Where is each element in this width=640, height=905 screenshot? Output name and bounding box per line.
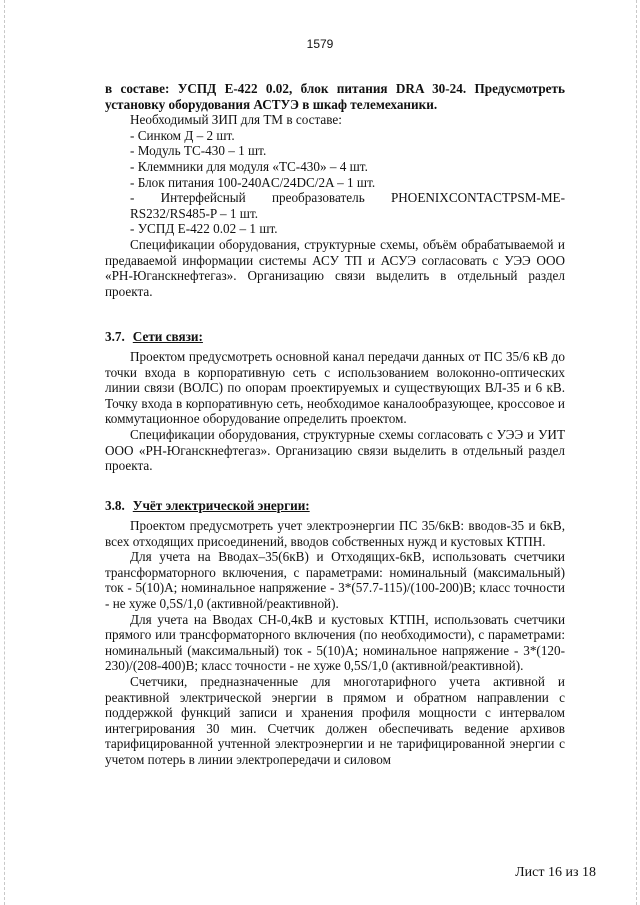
spec-paragraph: Спецификации оборудования, структурные схемы, объём обрабатываемой и предаваемой информации системы АСУ ТП и АСУЭ согласовать с УЭЭ ООО «РН-Юганскнефтегаз». Организацию связи выделить в отдельный раздел проекта.	[105, 236, 565, 299]
zip-intro: Необходимый ЗИП для ТМ в составе:	[130, 112, 342, 128]
zip-item: - Клеммники для модуля «ТС-430» – 4 шт.	[130, 158, 368, 174]
paragraph: Проектом предусмотреть учет электроэнергии ПС 35/6кВ: вводов-35 и 6кВ, всех отходящих присоединений, вводов собственных нужд и кустовых КТПН.	[105, 518, 565, 549]
zip-item: - Блок питания 100-240AC/24DC/2A – 1 шт.	[130, 174, 376, 190]
section-number: 3.8.	[105, 498, 125, 513]
sheet-counter: Лист 16 из 18	[515, 865, 596, 880]
equipment-block	[105, 81, 565, 299]
zip-item: - Модуль ТС-430 – 1 шт.	[130, 143, 267, 159]
page-left-edge	[4, 0, 5, 905]
page-number: 1579	[306, 37, 334, 51]
page-right-edge	[636, 0, 637, 905]
paragraph: Для учета на Вводах–35(6кВ) и Отходящих-6кВ, использовать счетчики трансформаторного включения, с параметрами: номинальный (максимальный) ток - 5(10)А; номинальное напряжение - 3*(57.7-115)/(100-200)В; класс точности - не хуже 0,5S/1,0 (активной/реактивной).	[105, 549, 565, 611]
paragraph: Для учета на Вводах СН-0,4кВ и кустовых КТПН, использовать счетчики прямого или трансформаторного включения (по необходимости), с параметрами: номинальный (максимальный) ток - 5(10)А; номинальное напряжение - 3*(120-230)/(208-400)В; класс точности - не хуже 0,5S/1,0 (активной/реактивной).	[105, 611, 565, 674]
section-number: 3.7.	[105, 329, 125, 344]
section-3-8-heading	[105, 498, 310, 514]
paragraph: Проектом предусмотреть основной канал передачи данных от ПС 35/6 кВ до точки входа в корпоративную сеть с использованием волоконно-оптических линии связи (ВОЛС) по опорам проектируемых и существующих ВЛ-35 и 6 кВ. Точку входа в корпоративную сеть, необходимое каналообразующее, кроссовое и коммутационное оборудование определить проектом.	[105, 349, 565, 427]
section-3-8-body	[105, 518, 565, 768]
section-title: Учёт электрической энергии:	[132, 498, 310, 513]
section-title: Сети связи:	[132, 329, 203, 344]
zip-item: - Синком Д – 2 шт.	[130, 127, 235, 143]
zip-item: - УСПД Е-422 0.02 – 1 шт.	[130, 221, 278, 237]
zip-item: - Интерфейсный преобразователь PHOENIXCONTACTPSM-ME-RS232/RS485-P – 1 шт.	[130, 190, 565, 221]
section-3-7-heading	[105, 329, 203, 345]
section-3-7-body	[105, 349, 565, 474]
paragraph: Счетчики, предназначенные для многотарифного учета активной и реактивной электрической энергии в прямом и обратном направлении с поддержкой функций записи и хранения профиля мощности с интервалом интегрирования 30 мин. Счетчик должен обеспечивать ведение архивов тарифицированной учтенной электроэнергии и не тарифицированной энергии с учетом потерь в линии электропередачи и силовом	[105, 673, 565, 767]
paragraph: Спецификации оборудования, структурные схемы согласовать с УЭЭ и УИТ ООО «РН-Юганскнефтегаз». Организацию связи выделить в отдельный раздел проекта.	[105, 426, 565, 474]
equipment-first-paragraph: в составе: УСПД Е-422 0.02, блок питания DRA 30-24. Предусмотреть установку оборудования АСТУЭ в шкаф телемеханики.	[105, 81, 565, 112]
